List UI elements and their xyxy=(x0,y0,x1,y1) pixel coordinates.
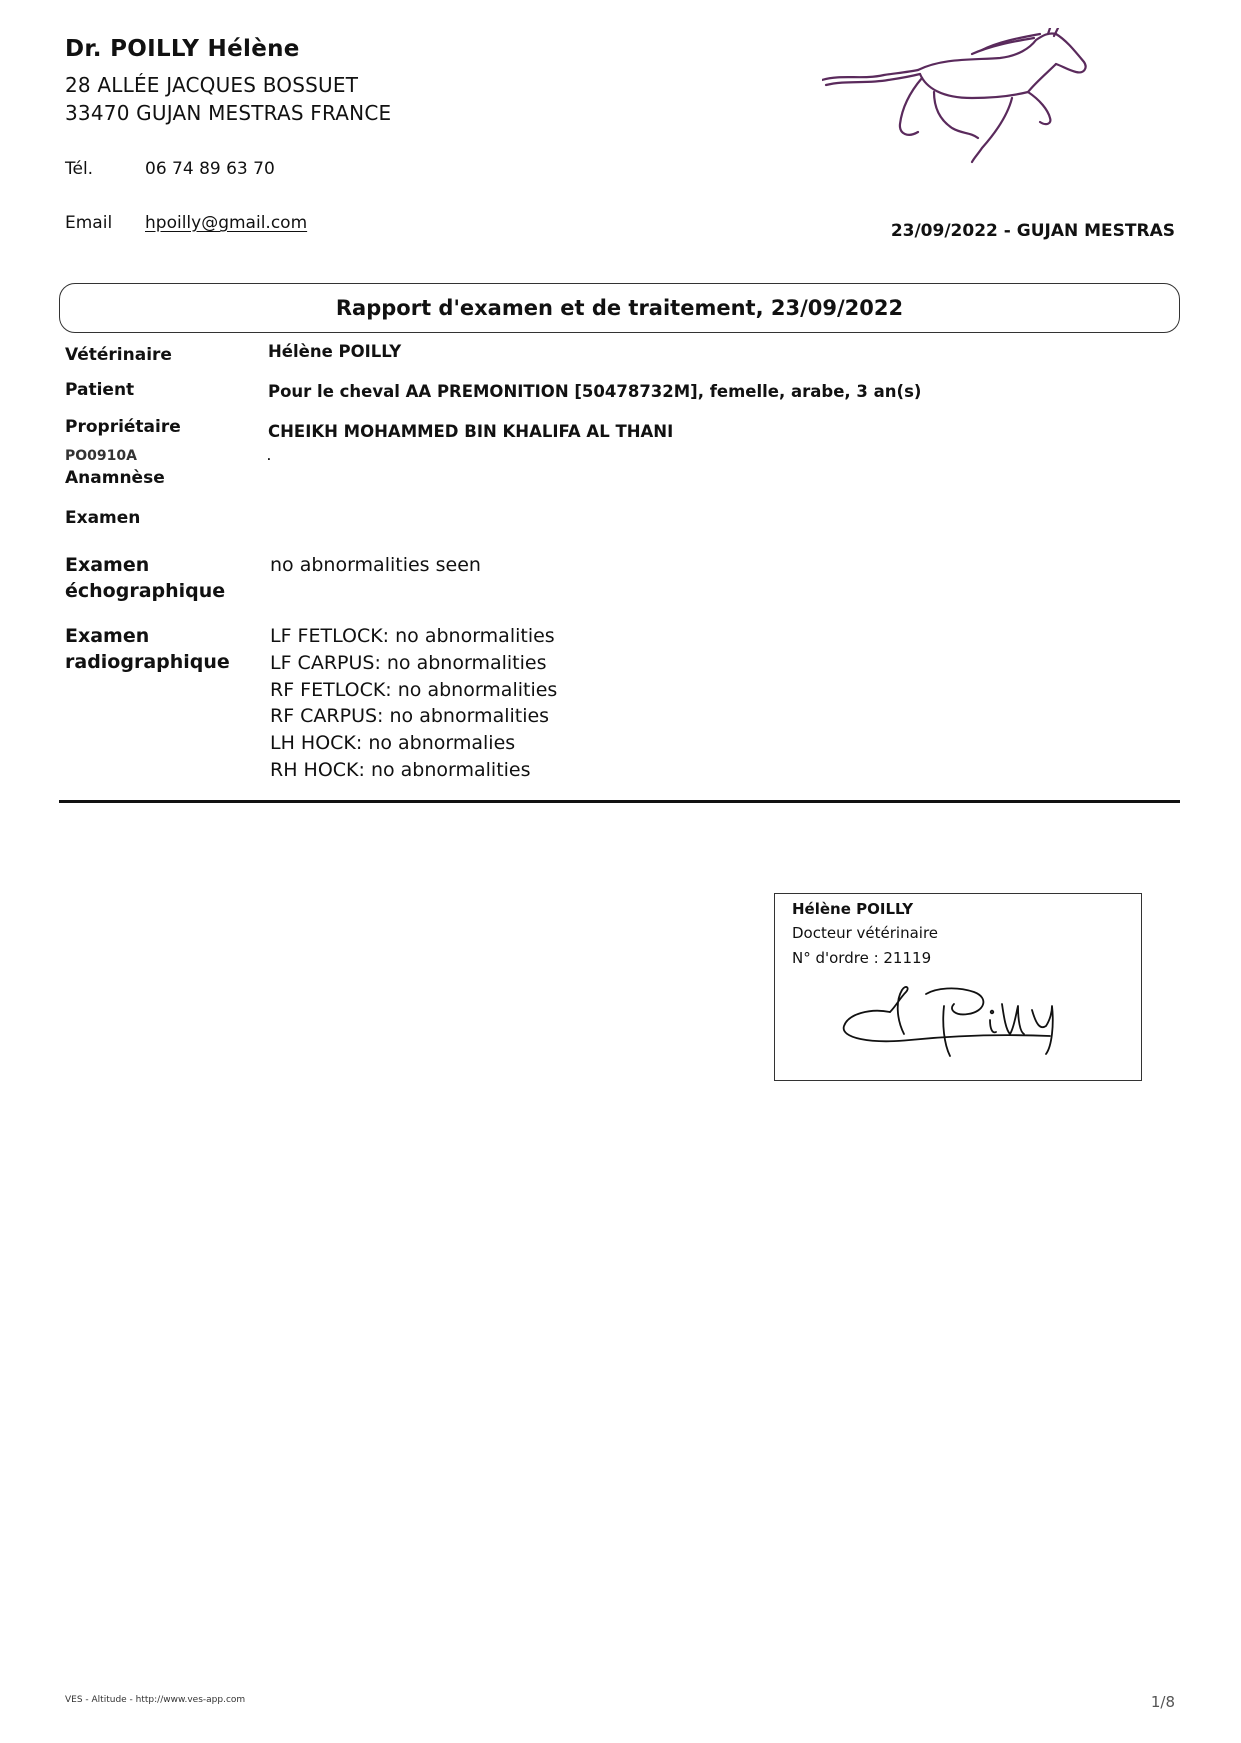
section-divider xyxy=(59,800,1180,803)
handwritten-signature-icon xyxy=(840,984,1080,1064)
tel-label: Tél. xyxy=(65,159,94,179)
echo-value: no abnormalities seen xyxy=(270,554,481,576)
signature-title: Docteur vétérinaire xyxy=(792,924,939,942)
radio-label-line1: Examen xyxy=(65,625,150,647)
examen-label: Examen xyxy=(65,508,141,528)
veterinaire-label: Vétérinaire xyxy=(65,345,172,365)
radio-findings-list xyxy=(270,623,557,784)
signature-order-number: N° d'ordre : 21119 xyxy=(792,949,932,967)
anamnese-value: . xyxy=(267,452,271,463)
proprietaire-value: CHEIKH MOHAMMED BIN KHALIFA AL THANI xyxy=(268,422,674,441)
address-line-1: 28 ALLÉE JACQUES BOSSUET xyxy=(65,73,359,97)
radio-finding: LF CARPUS: no abnormalities xyxy=(270,651,547,674)
date-city: 23/09/2022 - GUJAN MESTRAS xyxy=(890,221,1175,241)
patient-label: Patient xyxy=(65,380,135,400)
patient-value: Pour le cheval AA PREMONITION [50478732M], femelle, arabe, 3 an(s) xyxy=(268,382,922,401)
radio-label-line2: radiographique xyxy=(65,651,230,673)
footer-credit: VES - Altitude - http://www.ves-app.com xyxy=(65,1695,246,1705)
report-title: Rapport d'examen et de traitement, 23/09/2022 xyxy=(335,296,904,320)
email-link[interactable]: hpoilly@gmail.com xyxy=(145,213,308,233)
radio-finding: LF FETLOCK: no abnormalities xyxy=(270,625,555,647)
page-number: 1/8 xyxy=(1150,1693,1175,1711)
echo-label-line2: échographique xyxy=(65,580,226,602)
report-title-box xyxy=(59,283,1180,333)
radio-finding: LH HOCK: no abnormalies xyxy=(270,732,516,755)
signature-name: Hélène POILLY xyxy=(792,900,914,918)
veterinaire-value: Hélène POILLY xyxy=(268,342,402,361)
doctor-name: Dr. POILLY Hélène xyxy=(65,36,300,62)
tel-value[interactable]: 06 74 89 63 70 xyxy=(145,159,275,179)
echo-label-line1: Examen xyxy=(65,554,150,576)
radio-finding: RF CARPUS: no abnormalities xyxy=(270,705,550,728)
radio-finding: RH HOCK: no abnormalities xyxy=(270,758,531,781)
echo-label xyxy=(65,552,225,604)
radio-label xyxy=(65,623,230,675)
signature-box xyxy=(774,893,1142,1081)
anamnese-label: Anamnèse xyxy=(65,468,165,488)
radio-finding: RF FETLOCK: no abnormalities xyxy=(270,678,558,701)
proprietaire-label: Propriétaire xyxy=(65,417,181,437)
horse-logo-icon xyxy=(822,28,1088,168)
email-label: Email xyxy=(65,213,113,233)
proprietaire-code: PO0910A xyxy=(65,448,137,464)
address-line-2: 33470 GUJAN MESTRAS FRANCE xyxy=(65,101,392,125)
